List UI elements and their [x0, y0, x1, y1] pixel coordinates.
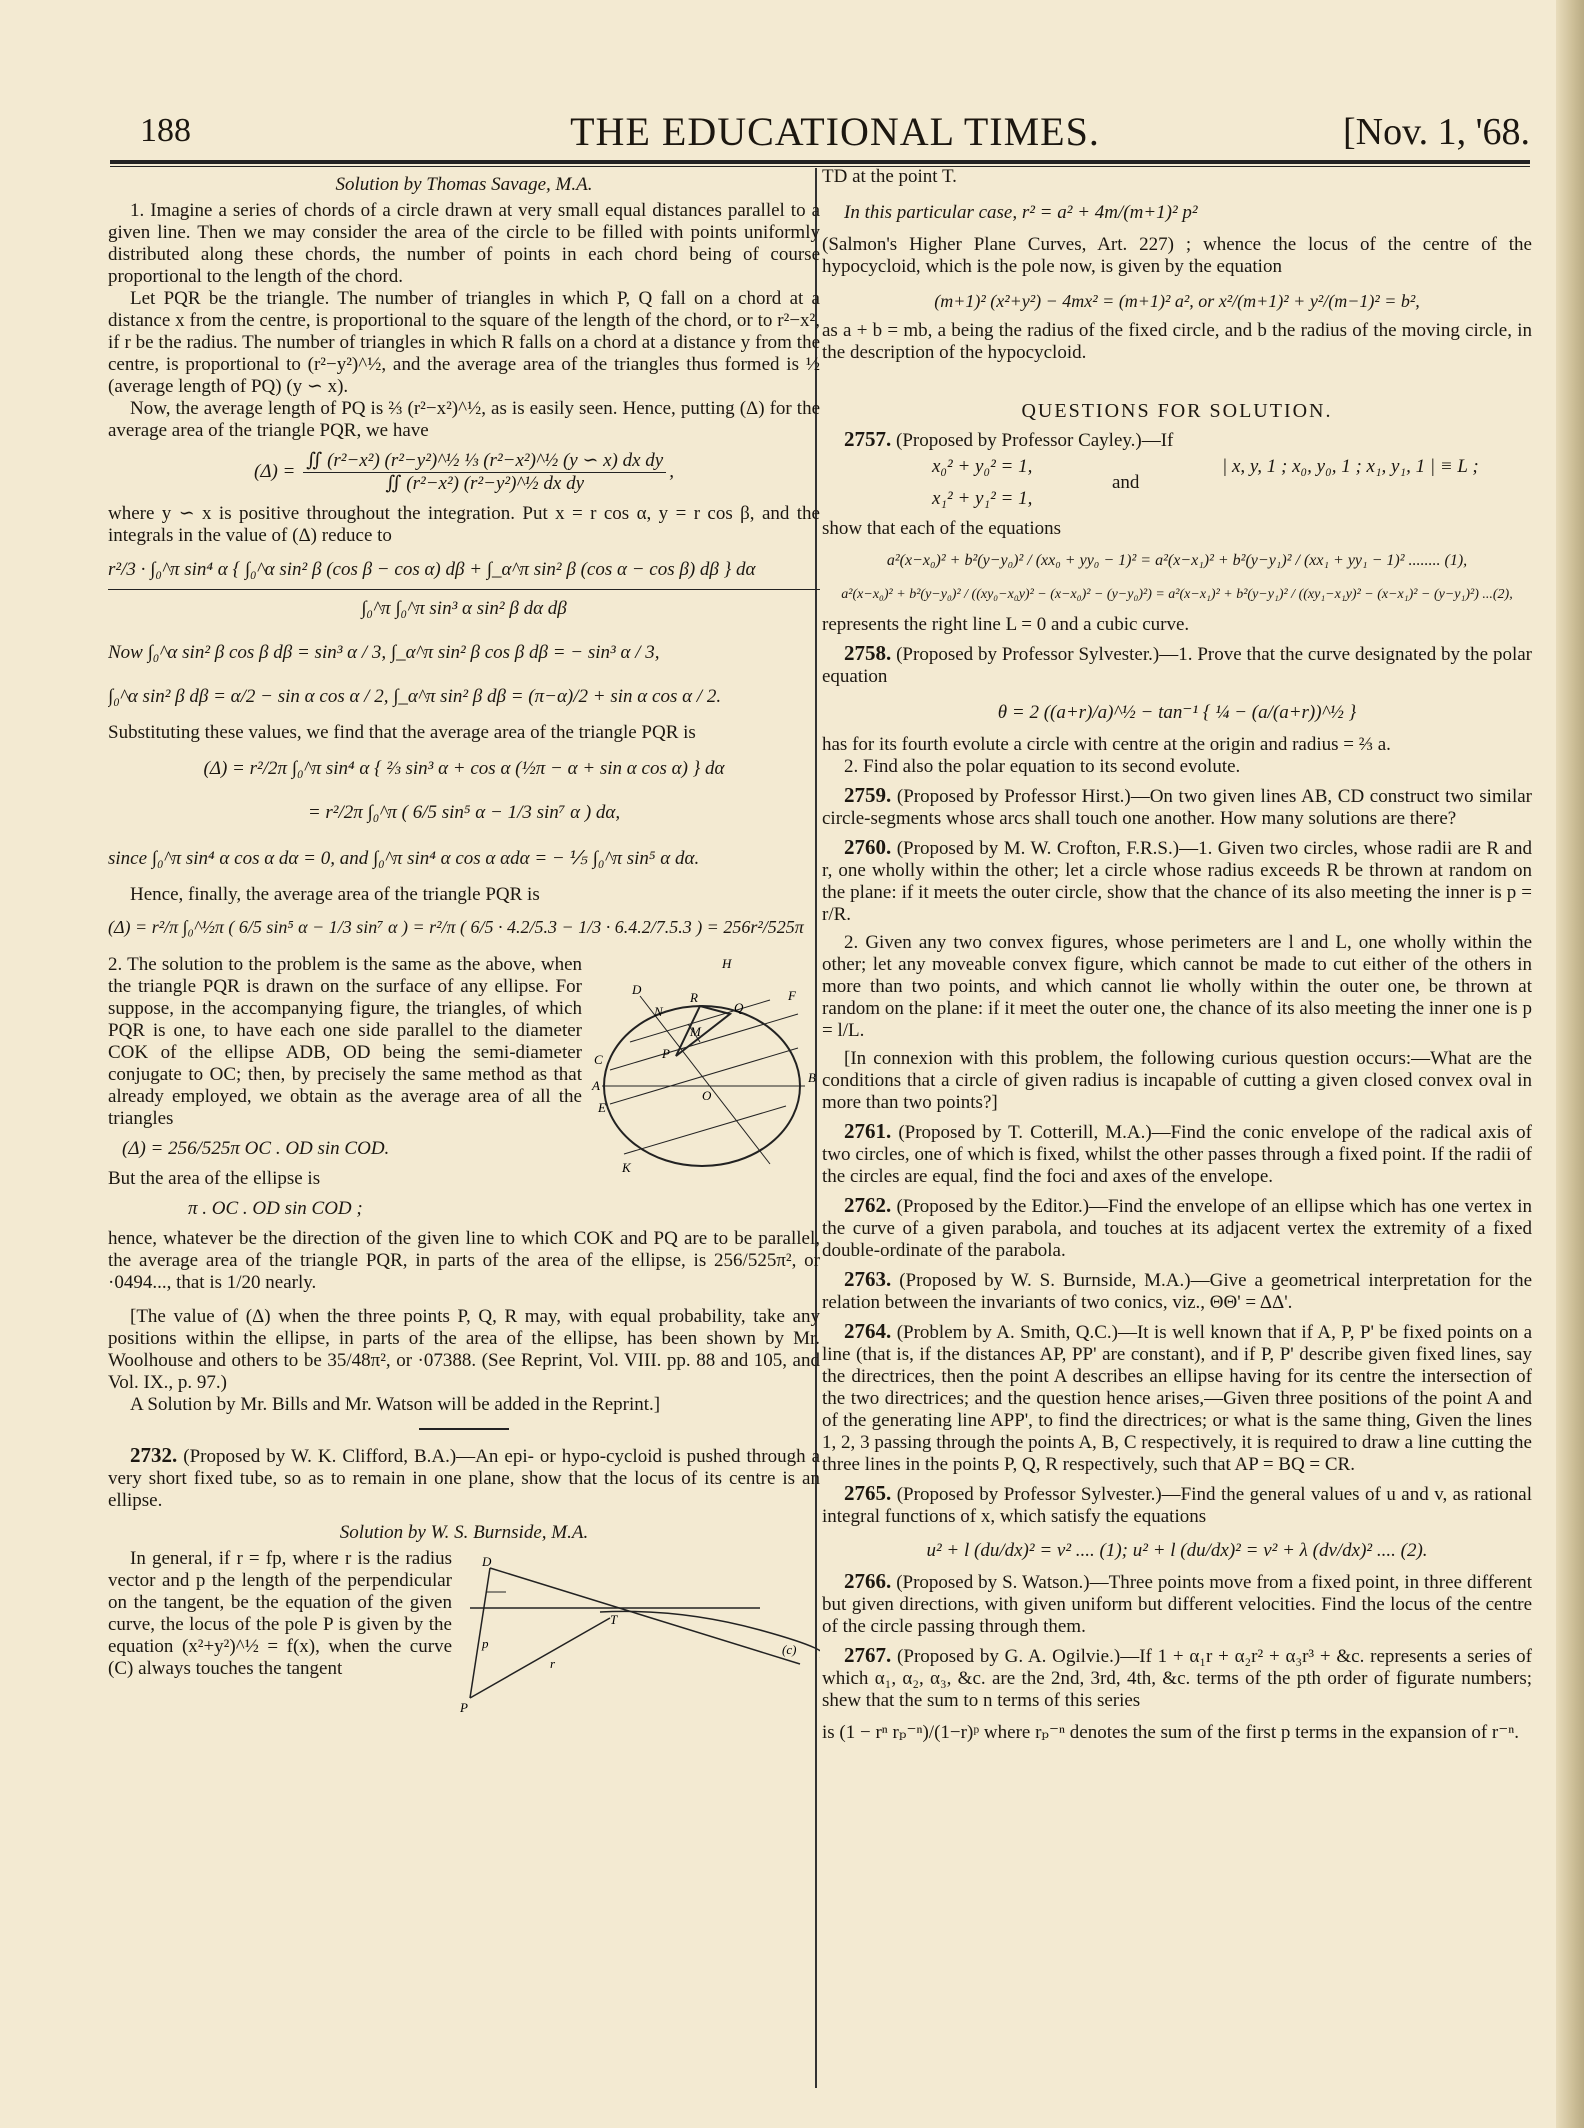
question-text: (Proposed by M. W. Crofton, F.R.S.)—1. Given two circles, whose radii are R and r, one wholly within the other; let a circle whose radius exceeds R be thrown at random on the plane: if it meets the outer circle, show that the chance of its also meeting the inner is p = r/R.	[822, 838, 1532, 925]
figure-label: Q	[734, 1000, 744, 1015]
paragraph: where y ∽ x is positive throughout the integration. Put x = r cos α, y = r cos β, and the integrals in the value of (Δ) reduce to	[108, 503, 820, 546]
figure-label: r	[550, 1656, 556, 1671]
right-column	[822, 166, 1532, 1744]
ellipse-figure	[590, 954, 820, 1204]
question-number: 2763.	[844, 1267, 892, 1291]
paragraph: Hence, finally, the average area of the triangle PQR is	[130, 884, 540, 905]
solution-heading: Solution by Thomas Savage, M.A.	[335, 174, 593, 195]
curve-figure	[460, 1548, 820, 1718]
question-2763	[822, 1268, 1532, 1314]
equation: x₀² + y₀² = 1,	[932, 456, 1033, 477]
page-header	[140, 108, 1530, 158]
figure-label: N	[654, 1004, 663, 1019]
question-text: (Proposed by Professor Sylvester.)—Find the general values of u and v, as rational integral functions of x, which satisfy the equations	[822, 1484, 1532, 1527]
figure-label: D	[482, 1554, 492, 1569]
question-text: (Problem by A. Smith, Q.C.)—It is well known that if A, P, P' be fixed points on a line (that is, if the distances AP, PP' are constant), and if P, P' describe given fixed lines, say the directrices, then the point A describes an ellipse having for its centre the intersection of the two directrices; and the question hence arises,—Given three positions of the point A and of the generating line APP', to find the directrices; or what is the same thing, Given the lines 1, 2, 3 passing through the points A, B, C respectively, it is required to draw a line cutting the three lines in the points P, Q, R respectively, such that AP = BQ = CR.	[822, 1322, 1532, 1475]
paragraph: 2. Find also the polar equation to its second evolute.	[844, 756, 1241, 777]
equation: x₁² + y₁² = 1,	[932, 488, 1033, 509]
section-rule	[419, 1428, 509, 1430]
figure-label: (c)	[782, 1642, 797, 1657]
question-number: 2767.	[844, 1643, 892, 1667]
eq-numerator: ∬ (r²−x²) (r²−y²)^½ ⅓ (r²−x²)^½ (y ∽ x) dx dy	[303, 450, 666, 473]
equation: | x, y, 1 ; x₀, y₀, 1 ; x₁, y₁, 1 | ≡ L ;	[1222, 456, 1479, 477]
figure-label: P	[662, 1046, 670, 1061]
equation: r²/3 · ∫₀^π sin⁴ α { ∫₀^α sin² β (cos β − cos α) dβ + ∫_α^π sin² β (cos α − cos β) dβ } dα	[108, 559, 756, 580]
header-rule	[110, 160, 1530, 164]
figure-label: F	[788, 988, 796, 1003]
ellipse-section	[108, 954, 820, 1220]
paragraph: TD at the point T.	[822, 166, 957, 187]
paragraph: 2. Given any two convex figures, whose perimeters are l and L, one wholly within the other; let any moveable convex figure, which cannot be made to cut either of the others in more than two points, and which cannot lie wholly within the outer one, be thrown at random on the plane: if it meet the outer one, the chance of its also meeting the inner one is p = l/L.	[822, 932, 1532, 1041]
issue-date: [Nov. 1, '68.	[1343, 111, 1530, 153]
equation: = r²/2π ∫₀^π ( 6/5 sin⁵ α − 1/3 sin⁷ α ) dα,	[307, 802, 621, 823]
paragraph: has for its fourth evolute a circle with centre at the origin and radius = ⅔ a.	[822, 734, 1391, 755]
page-title: THE EDUCATIONAL TIMES.	[570, 109, 1100, 154]
figure-label: O	[702, 1088, 712, 1103]
question-text: (Proposed by W. K. Clifford, B.A.)—An epi- or hypo-cycloid is pushed through a very short fixed tube, so as to remain in one plane, show that the locus of its centre is an ellipse.	[108, 1446, 820, 1511]
equation: a²(x−x₀)² + b²(y−y₀)² / (xx₀ + yy₀ − 1)² = a²(x−x₁)² + b²(y−y₁)² / (xx₁ + yy₁ − 1)² ........ (1),	[886, 552, 1468, 569]
equation: ∫₀^α sin² β dβ = α/2 − sin α cos α / 2, ∫_α^π sin² β dβ = (π−α)/2 + sin α cos α / 2.	[108, 686, 722, 707]
paragraph: as a + b = mb, a being the radius of the fixed circle, and b the radius of the moving circle, in the description of the hypocycloid.	[822, 320, 1532, 363]
equation: π . OC . OD sin COD ;	[188, 1198, 363, 1219]
question-number: 2765.	[844, 1481, 892, 1505]
paragraph: is (1 − rⁿ rₚ⁻ⁿ)/(1−r)ᵖ where rₚ⁻ⁿ denotes the sum of the first p terms in the expansion of r⁻ⁿ.	[822, 1722, 1520, 1743]
paragraph: In general, if r = fp, where r is the radius vector and p the length of the perpendicular on the tangent, be the equation of the given curve, the locus of the pole P is given by the equation (x²+y²)^½ = f(x), when the curve (C) always touches the tangent	[108, 1548, 452, 1679]
equation: Now ∫₀^α sin² β cos β dβ = sin³ α / 3, ∫_α^π sin² β cos β dβ = − sin³ α / 3,	[108, 642, 660, 663]
question-text: (Proposed by Professor Sylvester.)—1. Prove that the curve designated by the polar equation	[822, 644, 1532, 687]
paragraph: hence, whatever be the direction of the given line to which COK and PQ are to be parallel, the average area of the triangle PQR, in parts of the area of the ellipse, is 256/525π², or ·0494..., that is 1/20 nearly.	[108, 1228, 820, 1293]
question-2757	[822, 428, 1532, 452]
question-text: (Proposed by W. S. Burnside, M.A.)—Give a geometrical interpretation for the relation between the invariants of two conics, viz., ΘΘ' = ΔΔ'.	[822, 1270, 1533, 1313]
questions-heading: QUESTIONS FOR SOLUTION.	[1021, 400, 1333, 422]
page-number: 188	[140, 112, 191, 149]
question-number: 2762.	[844, 1193, 892, 1217]
question-2732	[108, 1444, 820, 1512]
question-2766	[822, 1570, 1532, 1638]
figure-label: H	[722, 956, 732, 971]
question-text: (Proposed by G. A. Ogilvie.)—If 1 + α₁r + α₂r² + α₃r³ + &c. represents a series of which α₁, α₂, α₃, &c. are the 2nd, 3rd, 4th, &c. terms of the pth order of figurate numbers; shew that the sum to n terms of this series	[822, 1646, 1533, 1711]
question-2765	[822, 1482, 1532, 1528]
question-number: 2760.	[844, 835, 892, 859]
equation: (Δ) = 256/525π OC . OD sin COD.	[122, 1138, 390, 1159]
paragraph: 2. The solution to the problem is the same as the above, when the triangle PQR is drawn on the surface of any ellipse. For suppose, in the accompanying figure, the triangles, of which PQR is one, to have each one side parallel to the diameter COK of the ellipse ADB, OD being the semi-diameter conjugate to OC; then, by precisely the same method as that already employed, we obtain as the average area of all the triangles	[108, 954, 582, 1129]
question-2767	[822, 1644, 1532, 1712]
paragraph: [The value of (Δ) when the three points P, Q, R may, with equal probability, take any positions within the ellipse, in parts of the area of the ellipse, has been shown by Mr. Woolhouse and others to be 35/48π², or ·07388. (See Reprint, Vol. VIII. pp. 88 and 105, and Vol. IX., p. 97.)	[108, 1306, 820, 1393]
paragraph: 1. Imagine a series of chords of a circle drawn at very small equal distances parallel to a given line. Then we may consider the area of the circle to be filled with points uniformly distributed along these chords, the number of points in each chord being of course proportional to the length of the chord.	[108, 200, 820, 287]
question-number: 2758.	[844, 641, 892, 665]
question-number: 2757.	[844, 427, 892, 451]
question-number: 2764.	[844, 1319, 892, 1343]
equation: (Δ) = r²/2π ∫₀^π sin⁴ α { ⅔ sin³ α + cos α (½π − α + sin α cos α) } dα	[203, 758, 725, 779]
figure-label: B	[808, 1070, 816, 1085]
question-2759	[822, 784, 1532, 830]
paragraph: Now, the average length of PQ is ⅔ (r²−x²)^½, as is easily seen. Hence, putting (Δ) for the average area of the triangle PQR, we have	[108, 398, 820, 441]
equation: since ∫₀^π sin⁴ α cos α dα = 0, and ∫₀^π sin⁴ α cos α αdα = − ⅕ ∫₀^π sin⁵ α dα.	[108, 848, 700, 869]
figure-label: D	[632, 982, 642, 997]
equation: (Δ) = $\frac{\text{∬ (r²−x²) (r²−y²)\textasciicircum{}½ ⅓ (r²−x²)\textasciicircum{}½ (y ∽ x) dx dy}}{\text{∬ (r²−x²) (r²−y²)\textasciicircum{}½ dx dy}}$ ,	[254, 450, 674, 494]
page-edge	[1556, 0, 1584, 2128]
question-number: 2761.	[844, 1119, 892, 1143]
question-text: (Proposed by Professor Cayley.)—If	[896, 430, 1174, 451]
cycloid-section	[108, 1548, 820, 1715]
figure-label: M	[690, 1024, 701, 1039]
determinant-block	[822, 452, 1532, 518]
figure-label: A	[592, 1078, 600, 1093]
paragraph: A Solution by Mr. Bills and Mr. Watson will be added in the Reprint.]	[130, 1394, 661, 1415]
left-column	[108, 172, 820, 1718]
figure-label: T	[610, 1612, 618, 1627]
eq-denominator: ∬ (r²−x²) (r²−y²)^½ dx dy	[385, 473, 585, 494]
paragraph: Substituting these values, we find that the average area of the triangle PQR is	[108, 722, 696, 743]
figure-label: P	[460, 1700, 468, 1715]
paragraph: [In connexion with this problem, the following curious question occurs:—What are the conditions that a circle of given radius is incapable of cutting a given closed convex oval in more than two points?]	[822, 1048, 1532, 1113]
question-2762	[822, 1194, 1532, 1262]
paragraph: represents the right line L = 0 and a cubic curve.	[822, 614, 1190, 635]
paragraph: But the area of the ellipse is	[108, 1168, 321, 1189]
question-number: 2766.	[844, 1569, 892, 1593]
equation: ∫₀^π ∫₀^π sin³ α sin² β dα dβ	[361, 598, 567, 619]
equation: u² + l (du/dx)² = v² .... (1); u² + l (du/dx)² = v² + λ (dv/dx)² .... (2).	[926, 1540, 1428, 1561]
equation: (Δ) = r²/π ∫₀^½π ( 6/5 sin⁵ α − 1/3 sin⁷ α ) = r²/π ( 6/5 · 4.2/5.3 − 1/3 · 6.4.2/7.5.3 ) = 256r²/525π	[108, 917, 804, 937]
question-2761	[822, 1120, 1532, 1188]
question-number: 2759.	[844, 783, 892, 807]
paragraph: Let PQR be the triangle. The number of triangles in which P, Q fall on a chord at a distance x from the centre, is proportional to the square of the length of the chord, or to r²−x², if r be the radius. The number of triangles in which R falls on a chord at a distance y from the centre, is proportional to (r²−y²)^½, and the average area of the triangles thus formed is ½ (average length of PQ) (y ∽ x).	[108, 288, 820, 397]
question-2760	[822, 836, 1532, 926]
question-text: (Proposed by S. Watson.)—Three points move from a fixed point, in three different but given directions, with given uniform but different velocities. Find the locus of the centre of the circle passing through them.	[822, 1572, 1532, 1637]
figure-label: R	[690, 990, 698, 1005]
question-text: (Proposed by T. Cotterill, M.A.)—Find the conic envelope of the radical axis of two circles, one of which is fixed, whilst the other passes through a fixed point. If the radii of the circles are equal, find the foci and axes of the envelope.	[822, 1122, 1533, 1187]
equation: (m+1)² (x²+y²) − 4mx² = (m+1)² a², or x²/(m+1)² + y²/(m−1)² = b²,	[934, 291, 1420, 311]
question-number: 2732.	[130, 1443, 178, 1467]
equation: In this particular case, r² = a² + 4m/(m+1)² p²	[844, 202, 1198, 223]
equation: θ = 2 ((a+r)/a)^½ − tan⁻¹ { ¼ − (a/(a+r))^½ }	[997, 702, 1357, 723]
figure-label: p	[482, 1636, 489, 1651]
figure-label: C	[594, 1052, 603, 1067]
fraction-bar	[108, 589, 820, 590]
equation: a²(x−x₀)² + b²(y−y₀)² / ((xy₀−x₀y)² − (x−x₀)² − (y−y₀)²) = a²(x−x₁)² + b²(y−y₁)² / ((xy₁−x₁y)² − (x−x₁)² − (y−y₁)²) ...(2),	[841, 587, 1513, 602]
figure-label: E	[598, 1100, 606, 1115]
question-text: (Proposed by the Editor.)—Find the envelope of an ellipse which has one vertex in the curve of a given parabola, and touches at its adjacent vertex the extremity of a fixed double-ordinate of the parabola.	[822, 1196, 1533, 1261]
paragraph: (Salmon's Higher Plane Curves, Art. 227) ; whence the locus of the centre of the hypocycloid, which is the pole now, is given by the equation	[822, 234, 1532, 277]
solution-heading: Solution by W. S. Burnside, M.A.	[339, 1522, 589, 1543]
question-text: (Proposed by Professor Hirst.)—On two given lines AB, CD construct two similar circle-segments whose arcs shall touch one another. How many solutions are there?	[822, 786, 1532, 829]
conjunction: and	[1112, 472, 1140, 493]
figure-label: K	[622, 1160, 631, 1175]
question-2764	[822, 1320, 1532, 1476]
question-2758	[822, 642, 1532, 688]
paragraph: show that each of the equations	[822, 518, 1062, 539]
